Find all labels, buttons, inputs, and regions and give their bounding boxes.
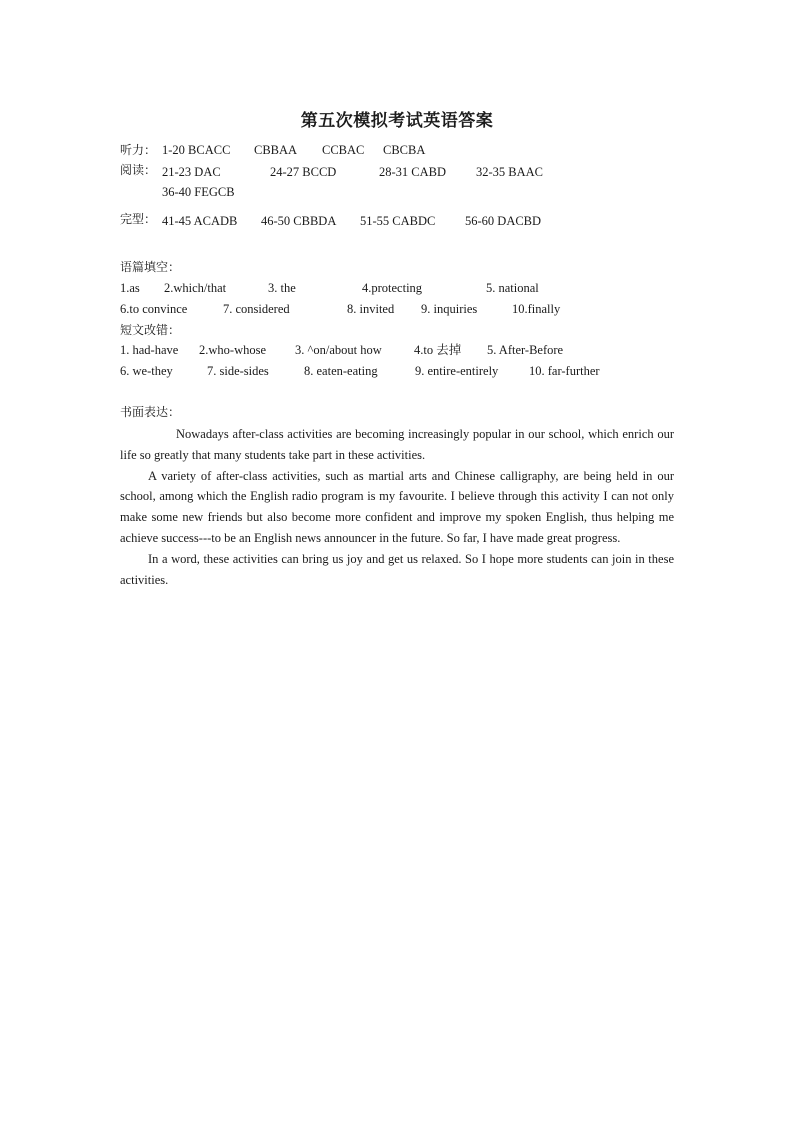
grammar-fill-item: 10.finally	[512, 302, 561, 316]
cloze-group-2: 46-50 CBBDA	[261, 214, 337, 228]
error-correction-item: 9. entire-entirely	[415, 364, 499, 378]
writing-heading: 书面表达：	[120, 405, 181, 419]
cloze-group-1: 41-45 ACADB	[162, 214, 238, 228]
essay-paragraph: In a word, these activities can bring us joy and get us relaxed. So I hope more students can join in these activities.	[120, 551, 674, 587]
listening-group-3: CCBAC	[322, 143, 365, 157]
error-correction-item: 7. side-sides	[207, 364, 269, 378]
grammar-fill-item: 8. invited	[347, 302, 395, 316]
grammar-fill-item: 1.as	[120, 281, 140, 295]
reading-group-3: 28-31 CABD	[379, 165, 447, 179]
grammar-fill-heading: 语篇填空：	[120, 260, 181, 274]
grammar-fill-item: 3. the	[268, 281, 296, 295]
reading-group-1: 21-23 DAC	[162, 165, 221, 179]
essay-paragraph: A variety of after-class activities, such as martial arts and Chinese calligraphy, are being held in our school, among which the English radio program is my favourite. I believe through this activity I can not only make some new friends but also become more confident and improve my spoken English, thus helping me achieve success---to be an English news announcer in the future. So far, I have made great progress.	[120, 468, 674, 545]
grammar-fill-item: 2.which/that	[164, 281, 227, 295]
error-correction-item: 6. we-they	[120, 364, 173, 378]
error-correction-item: 4.to 去掉	[414, 343, 462, 357]
page-title: 第五次模拟考试英语答案	[300, 111, 494, 130]
essay-paragraph: Nowadays after-class activities are becoming increasingly popular in our school, which enrich our life so greatly that many students take part in these activities.	[120, 427, 674, 462]
error-correction-heading: 短文改错：	[120, 323, 181, 337]
error-correction-item: 1. had-have	[120, 343, 179, 357]
listening-group-1: 1-20 BCACC	[162, 143, 231, 157]
grammar-fill-item: 9. inquiries	[421, 302, 478, 316]
error-correction-item: 3. ^on/about how	[295, 343, 382, 357]
cloze-label: 完型：	[120, 212, 157, 226]
error-correction-item: 10. far-further	[529, 364, 600, 378]
error-correction-item: 8. eaten-eating	[304, 364, 378, 378]
grammar-fill-item: 4.protecting	[362, 281, 423, 295]
cloze-group-3: 51-55 CABDC	[360, 214, 436, 228]
error-correction-item: 2.who-whose	[199, 343, 267, 357]
listening-group-2: CBBAA	[254, 143, 298, 157]
grammar-fill-item: 6.to convince	[120, 302, 188, 316]
reading-group-4: 32-35 BAAC	[476, 165, 544, 179]
grammar-fill-item: 5. national	[486, 281, 539, 295]
listening-group-4: CBCBA	[383, 143, 426, 157]
writing-essay	[120, 424, 674, 590]
cloze-group-4: 56-60 DACBD	[465, 214, 542, 228]
reading-label: 阅读：	[120, 163, 157, 177]
reading-group-2: 24-27 BCCD	[270, 165, 337, 179]
error-correction-item: 5. After-Before	[487, 343, 564, 357]
grammar-fill-item: 7. considered	[223, 302, 290, 316]
listening-label: 听力：	[120, 143, 157, 157]
reading-group-5: 36-40 FEGCB	[162, 185, 235, 199]
